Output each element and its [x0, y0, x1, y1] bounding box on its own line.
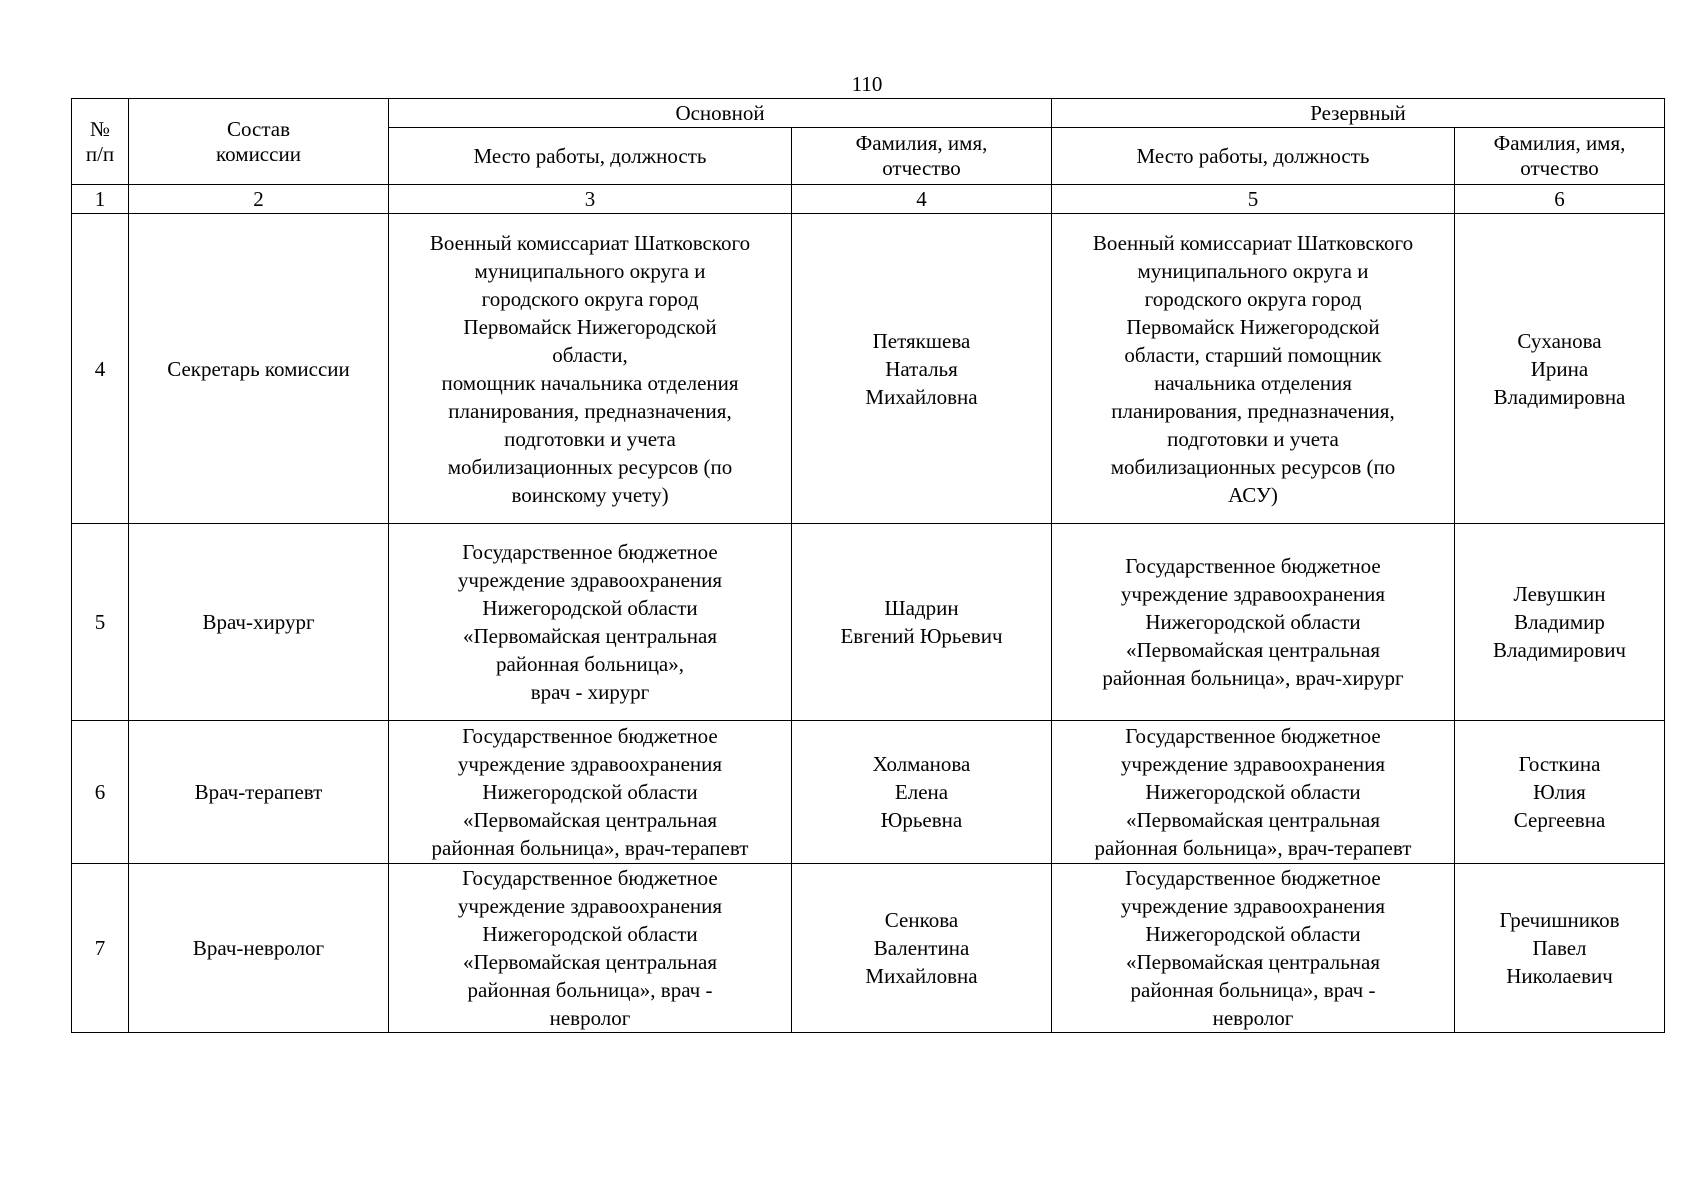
- row-role: Врач-невролог: [129, 864, 389, 1033]
- row-reserve-name: Госткина Юлия Сергеевна: [1455, 721, 1665, 864]
- header-num: № п/п: [72, 99, 129, 185]
- header-row-top: [72, 99, 1665, 128]
- row-main-workplace: Военный комиссариат Шатковского муниципального округа и городского округа город Первомайск Нижегородской области, помощник начальника отделения планирования, предназначения, подготовки и учета мобилизационных ресурсов (по воинскому учету): [389, 214, 792, 524]
- column-number: 6: [1455, 185, 1665, 214]
- table-row: [72, 721, 1665, 864]
- column-number: 2: [129, 185, 389, 214]
- header-main-workplace: Место работы, должность: [389, 128, 792, 185]
- column-number: 3: [389, 185, 792, 214]
- row-num: 6: [72, 721, 129, 864]
- header-main: Основной: [389, 99, 1052, 128]
- row-role: Секретарь комиссии: [129, 214, 389, 524]
- row-reserve-name: Гречишников Павел Николаевич: [1455, 864, 1665, 1033]
- row-main-name: Шадрин Евгений Юрьевич: [792, 524, 1052, 721]
- row-reserve-workplace: Государственное бюджетное учреждение здравоохранения Нижегородской области «Первомайская центральная районная больница», врач-хирург: [1052, 524, 1455, 721]
- row-reserve-name: Суханова Ирина Владимировна: [1455, 214, 1665, 524]
- table-row: [72, 214, 1665, 524]
- header-main-name: Фамилия, имя, отчество: [792, 128, 1052, 185]
- row-num: 7: [72, 864, 129, 1033]
- table-row: [72, 524, 1665, 721]
- row-num: 5: [72, 524, 129, 721]
- commission-table: [71, 98, 1665, 1033]
- column-number-row: [72, 185, 1665, 214]
- row-reserve-name: Левушкин Владимир Владимирович: [1455, 524, 1665, 721]
- row-main-workplace: Государственное бюджетное учреждение здравоохранения Нижегородской области «Первомайская центральная районная больница», врач-терапевт: [389, 721, 792, 864]
- row-role: Врач-терапевт: [129, 721, 389, 864]
- column-number: 1: [72, 185, 129, 214]
- column-number: 4: [792, 185, 1052, 214]
- header-reserve: Резервный: [1052, 99, 1665, 128]
- row-main-workplace: Государственное бюджетное учреждение здравоохранения Нижегородской области «Первомайская центральная районная больница», врач - невролог: [389, 864, 792, 1033]
- header-reserve-name: Фамилия, имя, отчество: [1455, 128, 1665, 185]
- row-reserve-workplace: Государственное бюджетное учреждение здравоохранения Нижегородской области «Первомайская центральная районная больница», врач - невролог: [1052, 864, 1455, 1033]
- row-main-name: Петякшева Наталья Михайловна: [792, 214, 1052, 524]
- header-composition: Состав комиссии: [129, 99, 389, 185]
- row-role: Врач-хирург: [129, 524, 389, 721]
- column-number: 5: [1052, 185, 1455, 214]
- row-reserve-workplace: Военный комиссариат Шатковского муниципального округа и городского округа город Первомайск Нижегородской области, старший помощник начальника отделения планирования, предназначения, подготовки и учета мобилизационных ресурсов (по АСУ): [1052, 214, 1455, 524]
- row-main-name: Сенкова Валентина Михайловна: [792, 864, 1052, 1033]
- header-reserve-workplace: Место работы, должность: [1052, 128, 1455, 185]
- page-number: 110: [851, 72, 883, 96]
- row-main-workplace: Государственное бюджетное учреждение здравоохранения Нижегородской области «Первомайская центральная районная больница», врач - хирург: [389, 524, 792, 721]
- row-num: 4: [72, 214, 129, 524]
- table-row: [72, 864, 1665, 1033]
- row-reserve-workplace: Государственное бюджетное учреждение здравоохранения Нижегородской области «Первомайская центральная районная больница», врач-терапевт: [1052, 721, 1455, 864]
- row-main-name: Холманова Елена Юрьевна: [792, 721, 1052, 864]
